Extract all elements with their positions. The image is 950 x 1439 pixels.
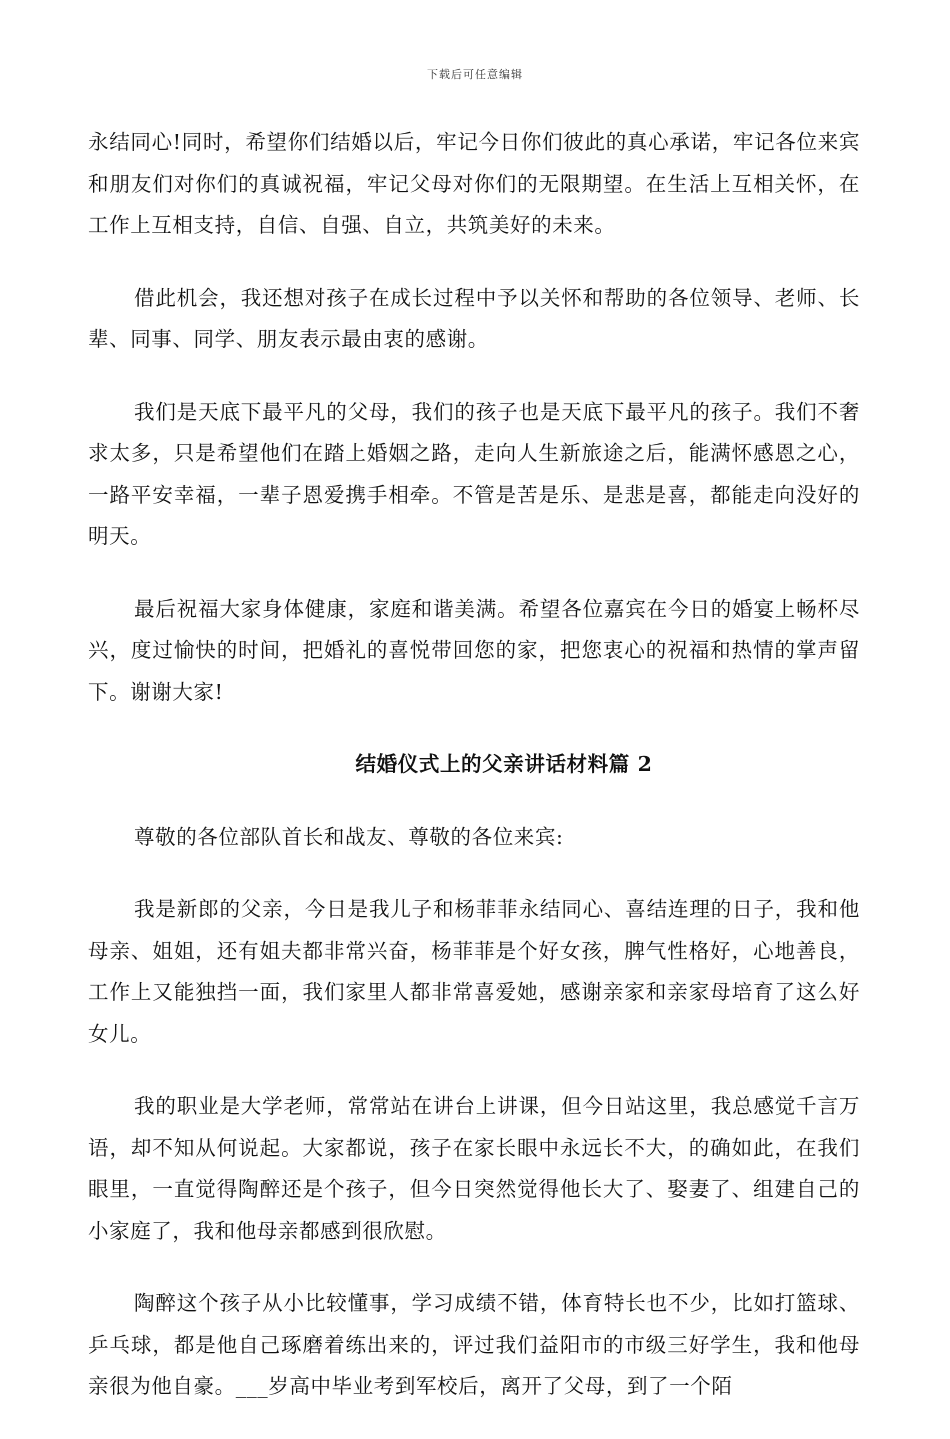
section-heading: 结婚仪式上的父亲讲话材料篇 2 — [355, 752, 653, 776]
paragraph-7: 我的职业是大学老师，常常站在讲台上讲课，但今日站这里，我总感觉千言万语，却不知从何说起。大家都说，孩子在家长眼中永远长不大，的确如此，在我们眼里，一直觉得陶醉还是个孩子，但今日突然觉得他长大了、娶妻了、组建自己的小家庭了，我和他母亲都感到很欣慰。 — [88, 1094, 860, 1243]
document-body — [88, 122, 860, 1439]
paragraph-4: 最后祝福大家身体健康，家庭和谐美满。希望各位嘉宾在今日的婚宴上畅杯尽兴，度过愉快的时间，把婚礼的喜悦带回您的家，把您衷心的祝福和热情的掌声留下。谢谢大家! — [88, 596, 860, 704]
paragraph-2: 借此机会，我还想对孩子在成长过程中予以关怀和帮助的各位领导、老师、长辈、同事、同学、朋友表示最由衷的感谢。 — [88, 285, 860, 351]
paragraph-3: 我们是天底下最平凡的父母，我们的孩子也是天底下最平凡的孩子。我们不奢求太多，只是希望他们在踏上婚姻之路，走向人生新旅途之后，能满怀感恩之心，一路平安幸福，一辈子恩爱携手相牵。不管是苦是乐、是悲是喜，都能走向没好的明天。 — [88, 399, 860, 548]
paragraph-salutation: 尊敬的各位部队首长和战友、尊敬的各位来宾: — [134, 824, 564, 849]
paragraph-1: 永结同心!同时，希望你们结婚以后，牢记今日你们彼此的真心承诺，牢记各位来宾和朋友们对你们的真诚祝福，牢记父母对你们的无限期望。在生活上互相关怀，在工作上互相支持，自信、自强、自立，共筑美好的未来。 — [88, 130, 860, 237]
page-header: 下载后可任意编辑 — [427, 68, 523, 81]
paragraph-6: 我是新郎的父亲，今日是我儿子和杨菲菲永结同心、喜结连理的日子，我和他母亲、姐姐，还有姐夫都非常兴奋，杨菲菲是个好女孩，脾气性格好，心地善良，工作上又能独挡一面，我们家里人都非常喜爱她，感谢亲家和亲家母培育了这么好女儿。 — [88, 897, 860, 1046]
paragraph-8: 陶醉这个孩子从小比较懂事，学习成绩不错，体育特长也不少，比如打篮球、乒乓球，都是他自己琢磨着练出来的，评过我们益阳市的市级三好学生，我和他母亲很为他自豪。___岁高中毕业考到军校后，离开了父母，到了一个陌 — [88, 1291, 860, 1398]
